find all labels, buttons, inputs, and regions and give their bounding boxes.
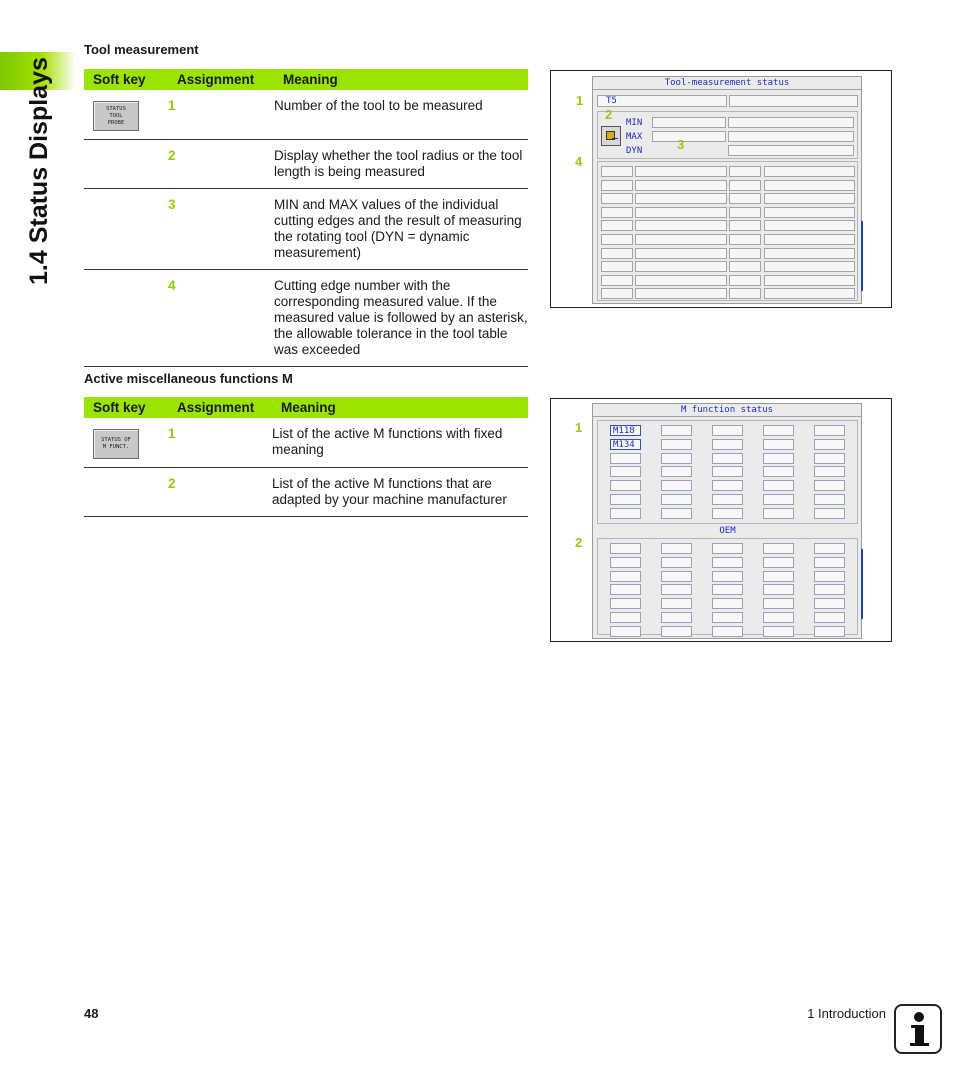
cutting-edge-grid <box>597 161 858 301</box>
edge-cell <box>601 234 633 245</box>
edge-cell <box>729 220 761 231</box>
m-function-cell <box>712 584 743 595</box>
m-functions-heading: Active miscellaneous functions M <box>84 371 293 386</box>
m-function-cell <box>763 626 794 637</box>
panel-title: Tool-measurement status <box>593 77 861 90</box>
m-function-cell <box>661 466 692 477</box>
tool-measurement-table <box>84 69 528 367</box>
edge-cell <box>601 193 633 204</box>
m-function-cell <box>661 612 692 623</box>
assignment-number: 3 <box>168 189 274 270</box>
min-extra-field <box>728 117 854 128</box>
m-function-cell <box>763 557 794 568</box>
m-function-cell <box>763 571 794 582</box>
edge-cell <box>601 248 633 259</box>
m-function-cell <box>661 480 692 491</box>
edge-cell <box>764 193 855 204</box>
meaning-text: List of the active M functions with fixed meaning <box>272 418 528 468</box>
m-function-cell <box>814 425 845 436</box>
table-header-row <box>84 397 528 418</box>
info-icon <box>894 1004 942 1054</box>
m-function-cell <box>712 425 743 436</box>
edge-cell <box>764 234 855 245</box>
edge-cell <box>635 180 727 191</box>
edge-cell <box>601 261 633 272</box>
edge-cell <box>635 193 727 204</box>
tool-info-field <box>729 95 858 107</box>
header-assignment: Assignment <box>168 397 272 418</box>
m-function-cell <box>763 584 794 595</box>
edge-cell <box>729 193 761 204</box>
header-softkey: Soft key <box>84 397 168 418</box>
edge-cell <box>729 180 761 191</box>
edge-cell <box>635 275 727 286</box>
edge-cell <box>764 207 855 218</box>
m-function-cell <box>814 557 845 568</box>
m-function-cell <box>763 612 794 623</box>
m-function-cell <box>712 508 743 519</box>
assignment-number: 2 <box>168 140 274 189</box>
min-max-group <box>597 111 858 159</box>
edge-cell <box>764 180 855 191</box>
table-row <box>84 270 528 367</box>
m-function-cell <box>712 571 743 582</box>
m-function-cell <box>814 543 845 554</box>
edge-cell <box>729 248 761 259</box>
m-function-status-panel <box>592 403 862 639</box>
m-function-cell <box>661 453 692 464</box>
m-function-cell <box>610 584 641 595</box>
edge-cell <box>729 207 761 218</box>
m-function-cell <box>763 425 794 436</box>
edge-cell <box>601 166 633 177</box>
max-label: MAX <box>626 132 643 142</box>
assignment-number: 4 <box>168 270 274 367</box>
callout-3: 3 <box>677 137 685 152</box>
m-function-cell <box>661 439 692 450</box>
m-function-cell <box>661 508 692 519</box>
m-function-cell <box>712 439 743 450</box>
m-function-cell <box>610 557 641 568</box>
m-function-cell <box>763 466 794 477</box>
table-row <box>84 90 528 140</box>
assignment-number: 1 <box>168 90 274 140</box>
edge-cell <box>601 180 633 191</box>
scroll-indicator <box>861 549 863 619</box>
min-value-field <box>652 117 726 128</box>
m-function-status-screenshot <box>550 398 892 642</box>
header-softkey: Soft key <box>84 69 168 90</box>
edge-cell <box>729 288 761 299</box>
m-function-cell <box>610 612 641 623</box>
m-function-cell <box>661 598 692 609</box>
meaning-text: Cutting edge number with the corresponding measured value. If the measured value is followed by an asterisk, the allowable tolerance in the tool table was exceeded <box>274 270 528 367</box>
edge-cell <box>764 220 855 231</box>
m-function-cell <box>763 453 794 464</box>
assignment-number: 1 <box>168 418 272 468</box>
m-function-cell <box>661 571 692 582</box>
table-row <box>84 189 528 270</box>
panel-title: M function status <box>593 404 861 417</box>
probe-icon <box>601 126 621 146</box>
edge-cell <box>635 261 727 272</box>
edge-cell <box>729 275 761 286</box>
max-extra-field <box>728 131 854 142</box>
meaning-text: MIN and MAX values of the individual cutting edges and the result of measuring the rotating tool (DYN = dynamic measurement) <box>274 189 528 270</box>
table-row <box>84 140 528 189</box>
m-function-cell <box>712 612 743 623</box>
m-function-cell <box>712 466 743 477</box>
tool-number-value: T5 <box>606 96 617 106</box>
edge-cell <box>635 207 727 218</box>
meaning-text: List of the active M functions that are adapted by your machine manufacturer <box>272 468 528 517</box>
m-function-cell <box>712 598 743 609</box>
m-oem-grid <box>597 538 858 635</box>
m-function-cell <box>712 480 743 491</box>
m-fixed-grid <box>597 420 858 524</box>
m-function-cell <box>814 453 845 464</box>
m-function-cell <box>712 453 743 464</box>
m-function-cell <box>610 480 641 491</box>
m-function-cell <box>763 543 794 554</box>
edge-cell <box>601 275 633 286</box>
edge-cell <box>635 248 727 259</box>
m-function-cell <box>610 626 641 637</box>
m-function-cell <box>610 543 641 554</box>
m-function-cell <box>661 494 692 505</box>
edge-cell <box>764 261 855 272</box>
status-tool-probe-softkey[interactable]: STATUS TOOL PROBE <box>93 101 139 131</box>
m-function-cell <box>661 425 692 436</box>
callout-1: 1 <box>575 420 583 435</box>
meaning-text: Number of the tool to be measured <box>274 90 528 140</box>
m-function-cell <box>661 626 692 637</box>
table-header-row <box>84 69 528 90</box>
edge-cell <box>635 288 727 299</box>
callout-2: 2 <box>575 535 583 550</box>
m-function-cell <box>814 494 845 505</box>
scroll-indicator <box>861 221 863 291</box>
table-row <box>84 468 528 517</box>
m-function-cell <box>763 439 794 450</box>
m-function-cell <box>814 584 845 595</box>
m-function-cell <box>661 584 692 595</box>
edge-cell <box>729 234 761 245</box>
m-functions-table <box>84 397 528 517</box>
m-function-cell: M134 <box>610 439 641 450</box>
page-number: 48 <box>84 1006 99 1021</box>
edge-cell <box>601 288 633 299</box>
tool-number-field <box>597 95 727 107</box>
m-function-cell <box>814 571 845 582</box>
m-function-cell <box>814 598 845 609</box>
oem-label: OEM <box>719 526 736 536</box>
edge-cell <box>764 275 855 286</box>
m-function-cell <box>814 466 845 477</box>
m-function-cell <box>814 508 845 519</box>
edge-cell <box>729 261 761 272</box>
callout-2: 2 <box>605 107 613 122</box>
edge-cell <box>601 207 633 218</box>
m-function-cell <box>814 480 845 491</box>
callout-1: 1 <box>576 93 584 108</box>
m-function-cell <box>610 466 641 477</box>
meaning-text: Display whether the tool radius or the tool length is being measured <box>274 140 528 189</box>
edge-cell <box>601 220 633 231</box>
m-function-cell <box>610 453 641 464</box>
m-function-cell <box>610 508 641 519</box>
edge-cell <box>635 234 727 245</box>
m-function-cell <box>661 557 692 568</box>
status-of-m-funct-softkey[interactable]: STATUS OF M FUNCT. <box>93 429 139 459</box>
tool-measurement-status-panel <box>592 76 862 304</box>
min-label: MIN <box>626 118 643 128</box>
table-row <box>84 418 528 468</box>
edge-cell <box>764 166 855 177</box>
m-function-cell <box>661 543 692 554</box>
m-function-cell <box>814 439 845 450</box>
edge-cell <box>635 166 727 177</box>
m-function-cell <box>712 626 743 637</box>
edge-cell <box>635 220 727 231</box>
chapter-name: 1 Introduction <box>807 1006 886 1021</box>
m-function-cell <box>763 598 794 609</box>
dyn-label: DYN <box>626 146 643 156</box>
m-function-cell <box>814 626 845 637</box>
m-function-cell: M118 <box>610 425 641 436</box>
edge-cell <box>729 166 761 177</box>
callout-4: 4 <box>575 154 583 169</box>
tool-measurement-status-screenshot <box>550 70 892 308</box>
m-function-cell <box>610 494 641 505</box>
m-function-cell <box>763 494 794 505</box>
m-function-cell <box>610 571 641 582</box>
max-value-field <box>652 131 726 142</box>
m-function-cell <box>712 494 743 505</box>
tool-measurement-heading: Tool measurement <box>84 42 199 57</box>
m-function-cell <box>763 480 794 491</box>
header-assignment: Assignment <box>168 69 274 90</box>
header-meaning: Meaning <box>272 397 528 418</box>
m-function-cell <box>712 543 743 554</box>
m-function-cell <box>814 612 845 623</box>
dyn-value-field <box>728 145 854 156</box>
chapter-section-title: 1.4 Status Displays <box>25 57 53 285</box>
assignment-number: 2 <box>168 468 272 517</box>
m-function-cell <box>610 598 641 609</box>
m-function-cell <box>763 508 794 519</box>
edge-cell <box>764 288 855 299</box>
edge-cell <box>764 248 855 259</box>
header-meaning: Meaning <box>274 69 528 90</box>
m-function-cell <box>712 557 743 568</box>
